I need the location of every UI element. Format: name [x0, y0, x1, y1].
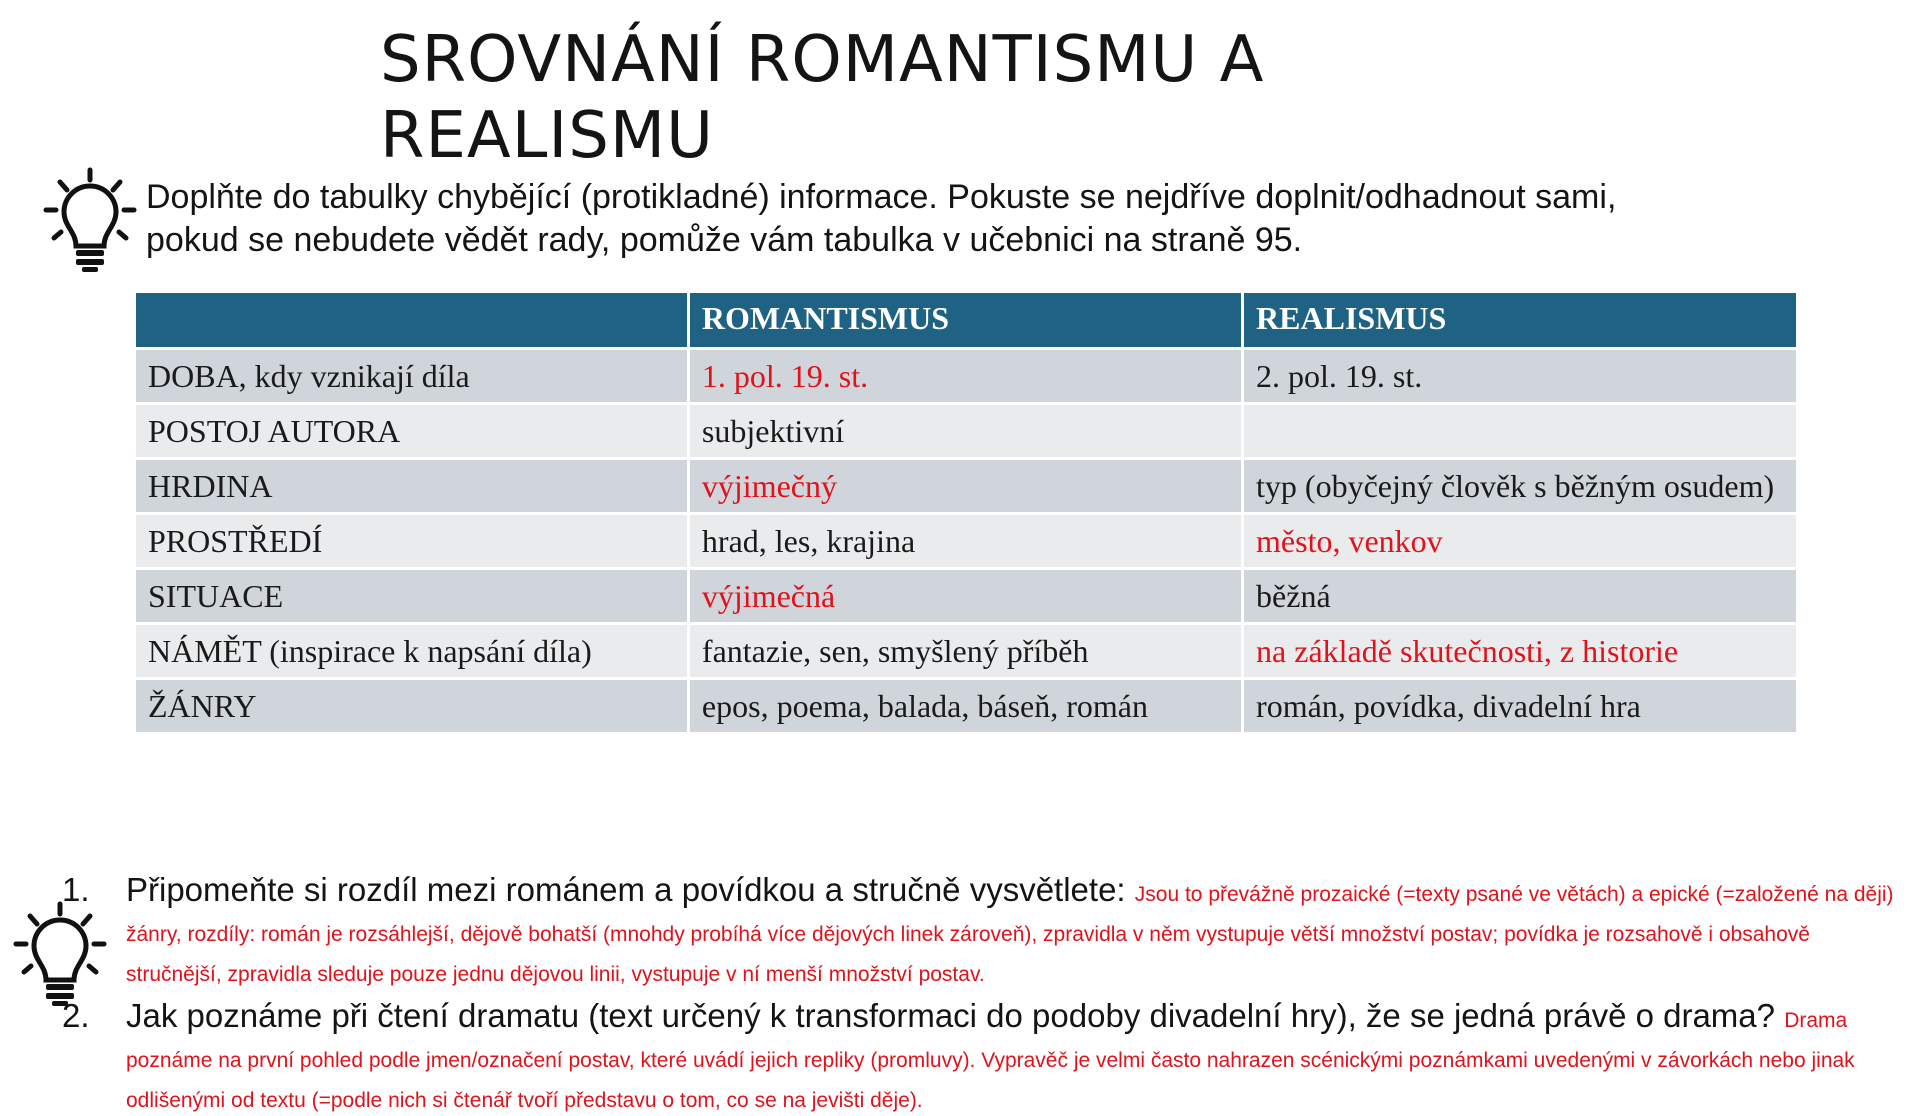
realismus-cell: typ (obyčejný člověk s běžným osudem)	[1243, 459, 1798, 514]
row-label: POSTOJ AUTORA	[135, 404, 689, 459]
romantismus-cell: výjimečná	[688, 569, 1242, 624]
header-romantismus: ROMANTISMUS	[688, 292, 1242, 349]
task-item	[62, 996, 1906, 1116]
task-list	[62, 870, 1906, 1116]
task-question: Jak poznáme při čtení dramatu (text určený k transformaci do podoby divadelní hry), že se jedná právě o drama?	[126, 997, 1776, 1034]
comparison-table	[133, 290, 1799, 735]
table-row	[135, 404, 1798, 459]
table-row	[135, 569, 1798, 624]
row-label: HRDINA	[135, 459, 689, 514]
lightbulb-icon	[40, 166, 140, 276]
realismus-cell: román, povídka, divadelní hra	[1243, 679, 1798, 734]
realismus-cell: město, venkov	[1243, 514, 1798, 569]
task-item	[62, 870, 1906, 990]
header-realismus: REALISMUS	[1243, 292, 1798, 349]
romantismus-cell: 1. pol. 19. st.	[688, 349, 1242, 404]
romantismus-cell: hrad, les, krajina	[688, 514, 1242, 569]
table-row	[135, 349, 1798, 404]
row-label: NÁMĚT (inspirace k napsání díla)	[135, 624, 689, 679]
row-label: ŽÁNRY	[135, 679, 689, 734]
table-row	[135, 624, 1798, 679]
table-header-row	[135, 292, 1798, 349]
table-row	[135, 514, 1798, 569]
task-question: Připomeňte si rozdíl mezi románem a povídkou a stručně vysvětlete:	[126, 871, 1126, 908]
task-answer: Jsou to převážně prozaické (=texty psané ve větách) a epické (=založené na ději) žánry, rozdíly: román je rozsáhlejší, dějově bohatší (mnohdy probíhá více dějových linek zároveň), zpravidla v něm vystupuje větší množství postav; povídka je rozsahově i obsahově stručnější, zpravidla sleduje pouze jednu dějovou linii, vystupuje v ní menší množství postav.	[126, 883, 1894, 986]
realismus-cell: 2. pol. 19. st.	[1243, 349, 1798, 404]
romantismus-cell: výjimečný	[688, 459, 1242, 514]
realismus-cell	[1243, 404, 1798, 459]
instructions-text: Doplňte do tabulky chybějící (protikladné) informace. Pokuste se nejdříve doplnit/odhadnout sami, pokud se nebudete vědět rady, pomůže vám tabulka v učebnici na straně 95.	[146, 178, 1617, 259]
page-title: SROVNÁNÍ ROMANTISMU A REALISMU	[380, 23, 1265, 173]
realismus-cell: běžná	[1243, 569, 1798, 624]
table-row	[135, 459, 1798, 514]
row-label: PROSTŘEDÍ	[135, 514, 689, 569]
task-number: 2.	[62, 997, 90, 1034]
romantismus-cell: subjektivní	[688, 404, 1242, 459]
header-empty	[135, 292, 689, 349]
realismus-cell: na základě skutečnosti, z historie	[1243, 624, 1798, 679]
lightbulb-icon	[10, 900, 110, 1010]
table-row	[135, 679, 1798, 734]
row-label: SITUACE	[135, 569, 689, 624]
romantismus-cell: epos, poema, balada, báseň, román	[688, 679, 1242, 734]
task-answer: Drama poznáme na první pohled podle jmen/označení postav, které uvádí jejich repliky (promluvy). Vypravěč je velmi často nahrazen scénickými poznámkami uvedenými v závorkách nebo jinak odlišenými od textu (=podle nich si čtenář tvoří představu o tom, co se na jevišti děje).	[126, 1009, 1855, 1112]
row-label: DOBA, kdy vznikají díla	[135, 349, 689, 404]
romantismus-cell: fantazie, sen, smyšlený příběh	[688, 624, 1242, 679]
task-number: 1.	[62, 871, 90, 908]
